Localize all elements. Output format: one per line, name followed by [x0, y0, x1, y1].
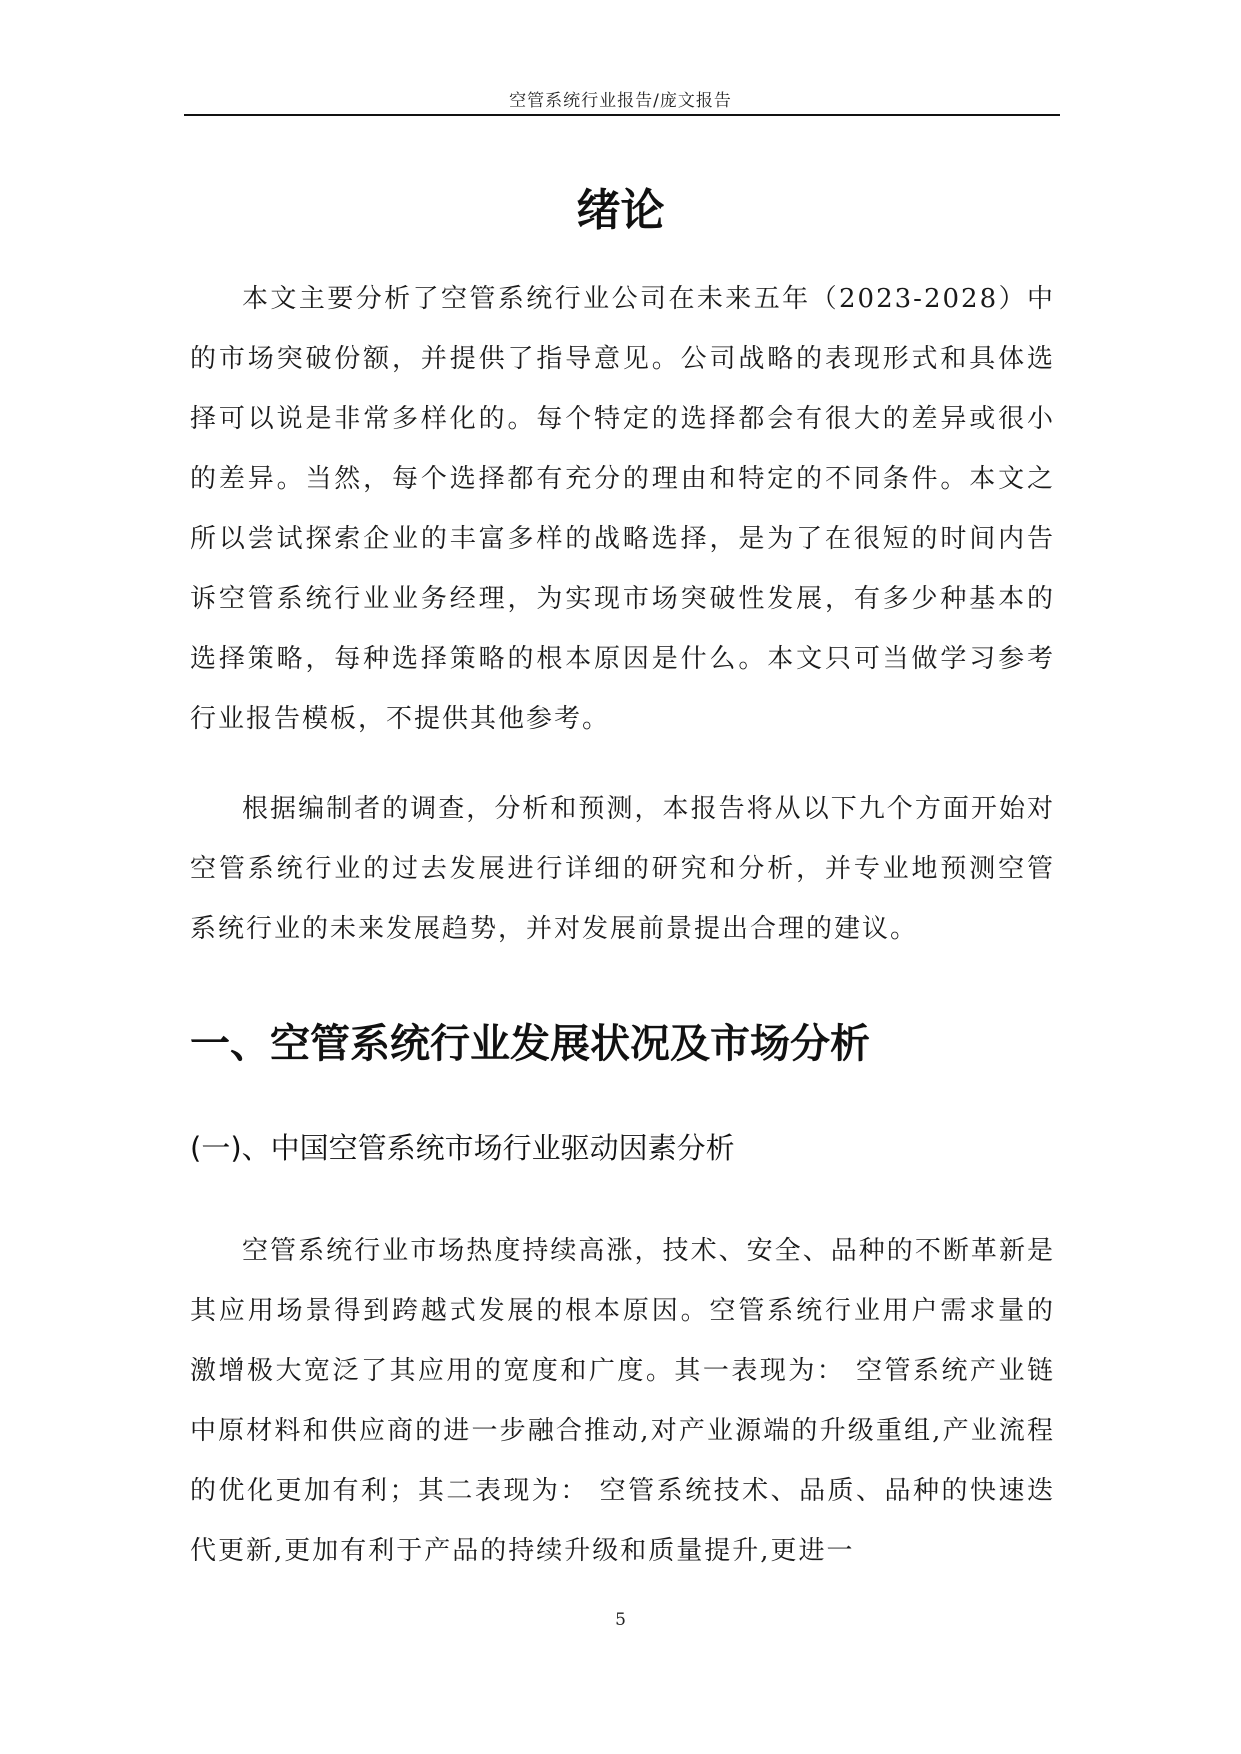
header-divider [184, 114, 1060, 116]
page-number: 5 [615, 1610, 626, 1630]
subsection-heading: (一)、中国空管系统市场行业驱动因素分析 [190, 1131, 735, 1165]
intro-paragraph-2: 根据编制者的调查，分析和预测，本报告将从以下九个方面开始对空管系统行业的过去发展进行详细的研究和分析，并专业地预测空管系统行业的未来发展趋势，并对发展前景提出合理的建议。 [190, 794, 1055, 944]
subsection-paragraph: 空管系统行业市场热度持续高涨，技术、安全、品种的不断革新是其应用场景得到跨越式发展的根本原因。空管系统行业用户需求量的激增极大宽泛了其应用的宽度和广度。其一表现为： 空管系统产业链中原材料和供应商的进一步融合推动,对产业源端的升级重组,产业流程的优化更加有利；其二表现为： 空管系统技术、品质、品种的快速迭代更新,更加有利于产品的持续升级和质量提升,更进一 [190, 1236, 1055, 1566]
intro-paragraph-1: 本文主要分析了空管系统行业公司在未来五年（2023-2028）中的市场突破份额，并提供了指导意见。公司战略的表现形式和具体选择可以说是非常多样化的。每个特定的选择都会有很大的差异或很小的差异。当然，每个选择都有充分的理由和特定的不同条件。本文之所以尝试探索企业的丰富多样的战略选择，是为了在很短的时间内告诉空管系统行业业务经理，为实现市场突破性发展，有多少种基本的选择策略，每种选择策略的根本原因是什么。本文只可当做学习参考行业报告模板，不提供其他参考。 [190, 284, 1055, 734]
running-header: 空管系统行业报告/庞文报告 [509, 91, 732, 111]
page-title: 绪论 [576, 185, 665, 237]
section-heading: 一、空管系统行业发展状况及市场分析 [190, 1021, 870, 1067]
